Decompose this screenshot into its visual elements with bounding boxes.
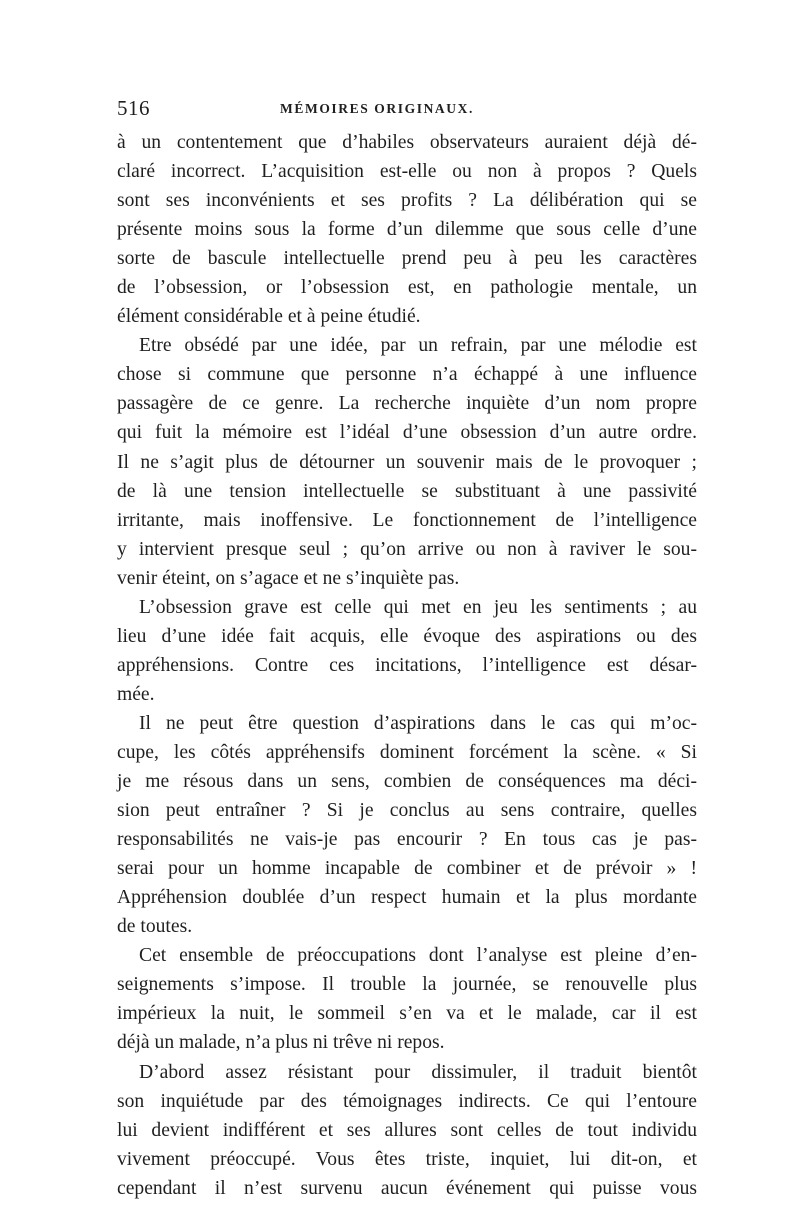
text-line: seignements s’impose. Il trouble la journée, se renouvelle plus [117,974,697,996]
text-line: qui fuit la mémoire est l’idéal d’une obsession d’un autre ordre. [117,422,697,444]
text-line: D’abord assez résistant pour dissimuler, il traduit bientôt [139,1061,697,1083]
text-line: à un contentement que d’habiles observateurs auraient déjà dé- [117,132,697,153]
paragraph [117,1058,697,1203]
text-line: Appréhension doublée d’un respect humain et la plus mordante [117,887,697,909]
text-line: élément considérable et à peine étudié. [117,306,421,328]
text-line: vivement préoccupé. Vous êtes triste, inquiet, lui dit-on, et [117,1148,697,1170]
text-line: de toutes. [117,916,193,938]
paragraph [117,128,697,331]
text-line: cependant il n’est survenu aucun événement qui puisse vous [117,1177,697,1199]
page-header [117,96,697,126]
text-line: serai pour un homme incapable de combiner et de prévoir » ! [117,858,697,880]
text-line: chose si commune que personne n’a échappé à une influence [117,364,697,386]
text-line: sont ses inconvénients et ses profits ? La délibération qui se [117,190,697,212]
body-text [117,128,697,1203]
text-line: L’obsession grave est celle qui met en jeu les sentiments ; au [139,596,697,618]
text-line: présente moins sous la forme d’un dilemme que sous celle d’une [117,219,697,241]
text-line: de l’obsession, or l’obsession est, en pathologie mentale, un [117,277,697,299]
text-line: de là une tension intellectuelle se substituant à une passivité [117,480,697,502]
text-line: y intervient presque seul ; qu’on arrive ou non à raviver le sou- [117,538,697,560]
text-line: venir éteint, on s’agace et ne s’inquiète pas. [117,567,460,589]
text-line: passagère de ce genre. La recherche inquiète d’un nom propre [117,393,697,415]
text-line: impérieux la nuit, le sommeil s’en va et le malade, car il est [117,1003,697,1025]
text-line: claré incorrect. L’acquisition est-elle ou non à propos ? Quels [117,161,697,183]
running-head: MÉMOIRES ORIGINAUX. [280,101,474,116]
paragraph [117,941,697,1057]
text-line: Il ne peut être question d’aspirations dans le cas qui m’oc- [139,712,697,734]
text-line: lieu d’une idée fait acquis, elle évoque des aspirations ou des [117,625,697,647]
text-line: irritante, mais inoffensive. Le fonctionnement de l’intelligence [117,509,697,531]
paragraph [117,709,697,941]
text-line: sorte de bascule intellectuelle prend peu à peu les caractères [117,248,697,270]
text-line: Il ne s’agit plus de détourner un souvenir mais de le provoquer ; [117,451,697,473]
text-line: cupe, les côtés appréhensifs dominent forcément la scène. « Si [117,741,697,763]
text-line: lui devient indifférent et ses allures sont celles de tout individu [117,1119,697,1141]
page-number: 516 [117,96,150,120]
text-line: Cet ensemble de préoccupations dont l’analyse est pleine d’en- [139,945,697,967]
text-line: responsabilités ne vais-je pas encourir ? En tous cas je pas- [117,829,697,851]
text-line: mée. [117,683,155,705]
text-line: Etre obsédé par une idée, par un refrain, par une mélodie est [139,335,697,357]
paragraph [117,331,697,592]
text-line: appréhensions. Contre ces incitations, l’intelligence est désar- [117,654,697,676]
text-line: sion peut entraîner ? Si je conclus au sens contraire, quelles [117,800,697,822]
paragraph [117,593,697,709]
text-line: son inquiétude par des témoignages indirects. Ce qui l’entoure [117,1090,697,1112]
text-line: déjà un malade, n’a plus ni trêve ni repos. [117,1032,445,1054]
text-line: je me résous dans un sens, combien de conséquences ma déci- [117,771,697,793]
